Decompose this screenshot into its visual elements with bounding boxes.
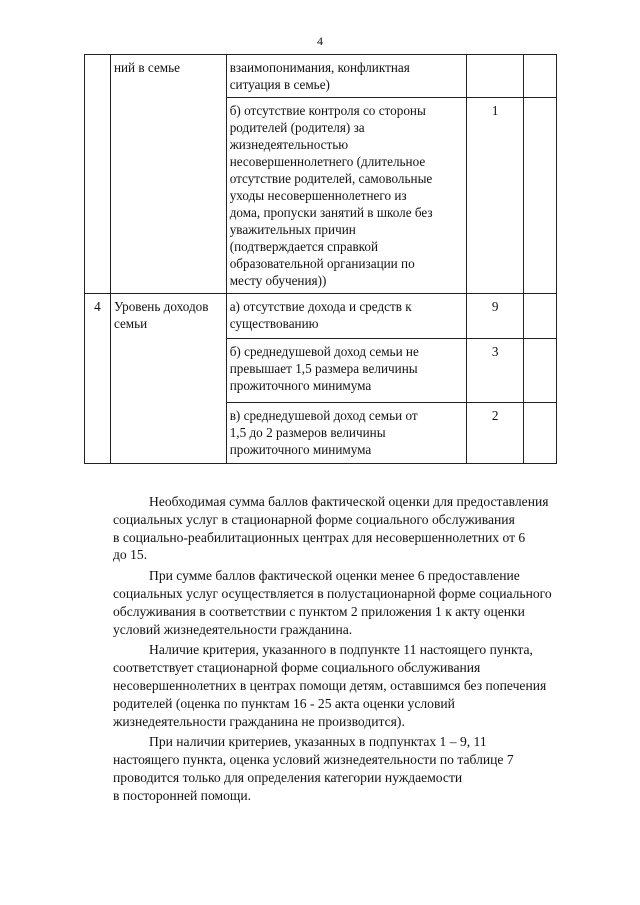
table-row: [85, 55, 557, 98]
score-cell: 3: [467, 339, 524, 403]
score-cell: [467, 55, 524, 98]
extra-cell: [524, 294, 557, 339]
criterion-cell: ний в семье: [110, 55, 226, 294]
score-cell: 1: [467, 98, 524, 294]
extra-cell: [524, 339, 557, 403]
score-cell: 9: [467, 294, 524, 339]
extra-cell: [524, 55, 557, 98]
row-number: 4: [85, 294, 111, 464]
paragraph: При сумме баллов фактической оценки менее 6 предоставление социальных услуг осуществляется в полустационарной форме социального обслуживания в соответствии с пунктом 2 приложения 1 к акту оценки условий жизнедеятельности гражданина.: [113, 568, 552, 637]
page-number: 4: [317, 34, 323, 48]
body-text: [113, 493, 573, 808]
paragraph: Необходимая сумма баллов фактической оценки для предоставления социальных услуг в стационарной форме социального обслуживания в социально-реабилитационных центрах для несовершеннолетних от 6 до 15.: [113, 494, 549, 563]
table-row: [85, 294, 557, 339]
paragraph: Наличие критерия, указанного в подпункте 11 настоящего пункта, соответствует стационарной форме социального обслуживания несовершеннолетних в центрах помощи детям, оставшимся без попечения родителей (оценка по пунктам 16 - 25 акта оценки условий жизнедеятельности гражданина не производится).: [113, 642, 547, 729]
extra-cell: [524, 98, 557, 294]
criteria-table: [84, 54, 557, 464]
indicator-cell: а) отсутствие дохода и средств к существованию: [226, 294, 467, 339]
indicator-cell: б) среднедушевой доход семьи не превышает 1,5 размера величины прожиточного минимума: [226, 339, 467, 403]
indicator-cell: в) среднедушевой доход семьи от 1,5 до 2 размеров величины прожиточного минимума: [226, 403, 467, 464]
indicator-cell: взаимопонимания, конфликтная ситуация в семье): [226, 55, 467, 98]
row-number: [85, 55, 111, 294]
score-cell: 2: [467, 403, 524, 464]
paragraph: При наличии критериев, указанных в подпунктах 1 – 9, 11 настоящего пункта, оценка условий жизнедеятельности по таблице 7 проводится только для определения категории нуждаемости в посторонней помощи.: [113, 734, 514, 803]
criterion-cell: Уровень доходов семьи: [110, 294, 226, 464]
extra-cell: [524, 403, 557, 464]
indicator-cell: б) отсутствие контроля со стороны родителей (родителя) за жизнедеятельностью несовершеннолетнего (длительное отсутствие родителей, самовольные уходы несовершеннолетнего из дома, пропуски занятий в школе без уважительных причин (подтверждается справкой образовательной организации по месту обучения)): [226, 98, 467, 294]
